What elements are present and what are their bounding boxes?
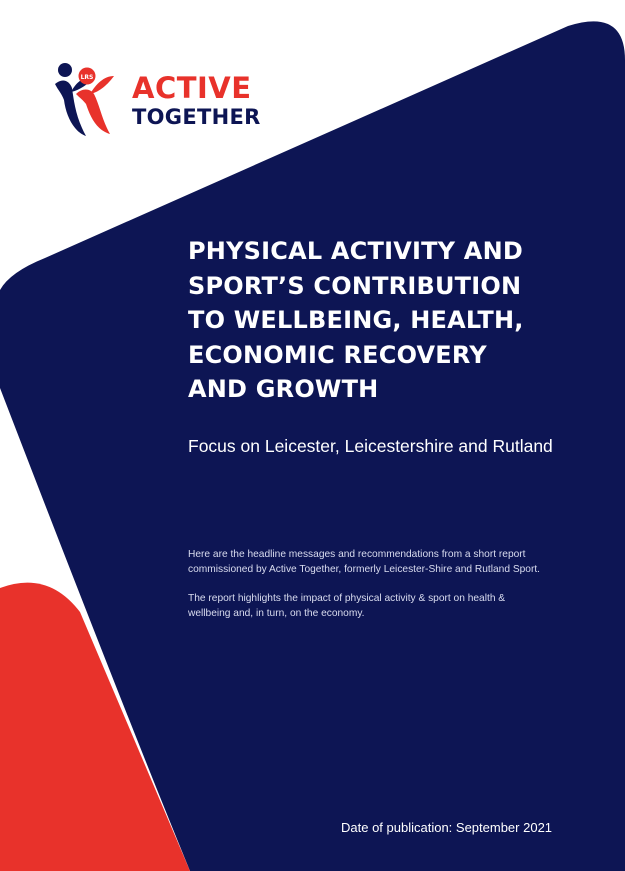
title-line: TO WELLBEING, HEALTH, <box>188 306 524 334</box>
title-line: PHYSICAL ACTIVITY AND <box>188 237 523 265</box>
publication-date: Date of publication: September 2021 <box>341 820 553 835</box>
title-line: ECONOMIC RECOVERY <box>188 340 487 369</box>
report-title <box>188 234 608 407</box>
logo-word-together: TOGETHER <box>132 105 261 129</box>
title-line: AND GROWTH <box>188 375 379 403</box>
report-subtitle: Focus on Leicester, Leicestershire and Rutland <box>188 436 553 456</box>
highlight-line: wellbeing and, in turn, on the economy. <box>188 607 365 619</box>
active-together-logo <box>52 54 262 144</box>
intro-line: Here are the headline messages and recommendations from a short report <box>188 549 526 560</box>
two-people-figures-icon <box>52 54 130 144</box>
intro-line: commissioned by Active Together, formerly Leicester-Shire and Rutland Sport. <box>188 563 541 575</box>
intro-paragraph <box>188 548 598 577</box>
title-line: SPORT’S CONTRIBUTION <box>188 271 522 300</box>
highlight-paragraph <box>188 592 598 621</box>
highlight-line: The report highlights the impact of physical activity & sport on health & <box>188 593 506 604</box>
logo-badge-text: LRS <box>80 74 94 81</box>
logo-word-active: ACTIVE <box>132 71 252 105</box>
